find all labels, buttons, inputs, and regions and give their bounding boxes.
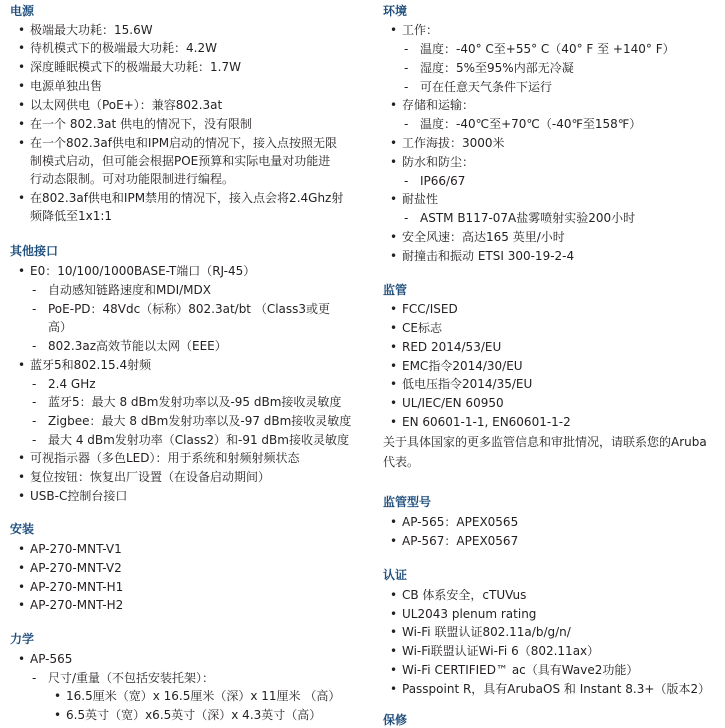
spec-subitem: - 最大 4 dBm发射功率（Class2）和-91 dBm接收灵敏度	[48, 431, 349, 449]
spec-item: • 在一个802.3af供电和IPM启动的情况下，接入点按照无限	[30, 134, 337, 152]
spec-item: • RED 2014/53/EU	[402, 338, 501, 356]
spec-item: • E0：10/100/1000BASE-T端口（RJ-45）	[30, 262, 255, 280]
spec-item: • 以太网供电（PoE+）：兼容802.3at	[30, 96, 222, 114]
spec-item: • 复位按钮：恢复出厂设置（在设备启动期间）	[30, 468, 270, 486]
spec-item-continued: 频降低至1x1:1	[30, 209, 113, 223]
spec-item: • 工作：	[402, 21, 438, 39]
spec-subitem: - 尺寸/重量（不包括安装托架）：	[48, 669, 214, 687]
spec-item: • CE标志	[402, 319, 442, 337]
section-title-certifications: 认证	[383, 568, 408, 582]
spec-item: • EN 60601-1-1, EN60601-1-2	[402, 413, 571, 431]
spec-subitem: - ASTM B117-07A盐雾喷射实验200小时	[420, 209, 635, 227]
section-title-environment: 环境	[383, 4, 408, 18]
section-title-warranty: 保修	[383, 713, 408, 727]
spec-item: • UL/IEC/EN 60950	[402, 394, 504, 412]
spec-subitem: - 湿度：5%至95%内部无冷凝	[420, 59, 574, 77]
spec-item: • AP-270-MNT-H2	[30, 596, 123, 614]
spec-item: • 低电压指令2014/35/EU	[402, 375, 532, 393]
spec-subitem: - Zigbee：最大 8 dBm发射功率以及-97 dBm接收灵敏度	[48, 412, 351, 430]
spec-item: • 在一个 802.3at 供电的情况下，没有限制	[30, 115, 252, 133]
spec-subitem: - 2.4 GHz	[48, 375, 96, 393]
spec-item: • UL2043 plenum rating	[402, 605, 536, 623]
spec-item: • AP-567：APEX0567	[402, 532, 518, 550]
section-title-interfaces: 其他接口	[10, 244, 59, 258]
spec-item: • AP-270-MNT-V2	[30, 559, 122, 577]
spec-item: • 在802.3af供电和IPM禁用的情况下，接入点会将2.4Ghz射	[30, 189, 343, 207]
spec-item: • Wi-Fi CERTIFIED™ ac（具有Wave2功能）	[402, 661, 638, 679]
spec-item: • AP-270-MNT-V1	[30, 540, 122, 558]
spec-item: • Wi-Fi 联盟认证802.11a/b/g/n/	[402, 623, 571, 641]
spec-item: • FCC/ISED	[402, 300, 458, 318]
spec-item-continued: 行动态限制。可对功能限制进行编程。	[30, 172, 235, 186]
spec-item: • 极端最大功耗：15.6W	[30, 21, 153, 39]
spec-subitem: - 蓝牙5：最大 8 dBm发射功率以及-95 dBm接收灵敏度	[48, 393, 341, 411]
spec-item: • 工作海拔：3000米	[402, 134, 505, 152]
spec-item: • AP-565	[30, 650, 72, 668]
spec-item: • CB 体系安全，cTUVus	[402, 586, 526, 604]
spec-item: • 耐撞击和振动 ETSI 300-19-2-4	[402, 247, 574, 265]
spec-item: • 电源单独出售	[30, 77, 102, 95]
spec-subitem: - 可在任意天气条件下运行	[420, 78, 552, 96]
spec-subitem: - 温度：-40℃至+70℃（-40℉至158℉）	[420, 115, 641, 133]
spec-item: • 耐盐性	[402, 190, 438, 208]
spec-item: • EMC指令2014/30/EU	[402, 357, 523, 375]
regulatory-note: 关于具体国家的更多监管信息和审批情况，请联系您的Aruba	[383, 435, 707, 449]
spec-item: • 存储和运输：	[402, 96, 474, 114]
spec-item: • USB-C控制台接口	[30, 487, 127, 505]
spec-subitem: - 温度：-40° C至+55° C（40° F 至 +140° F）	[420, 40, 675, 58]
spec-subitem: - PoE-PD：48Vdc（标称）802.3at/bt （Class3或更	[48, 300, 330, 318]
section-title-regulatory: 监管	[383, 283, 408, 297]
spec-item: • 防水和防尘：	[402, 153, 474, 171]
section-title-power: 电源	[10, 4, 35, 18]
spec-item: • 蓝牙5和802.15.4射频	[30, 356, 151, 374]
spec-item: • Passpoint R，具有ArubaOS 和 Instant 8.3+（版本2）	[402, 680, 710, 698]
spec-item: • AP-270-MNT-H1	[30, 578, 123, 596]
spec-item-continued: 制模式启动，但可能会根据POE预算和实际电量对功能进	[30, 154, 331, 168]
section-title-mechanical: 力学	[10, 632, 35, 646]
section-title-models: 监管型号	[383, 495, 432, 509]
spec-subitem: - 802.3az高效节能以太网（EEE）	[48, 337, 227, 355]
spec-item: • 深度睡眠模式下的极端最大功耗：1.7W	[30, 58, 241, 76]
section-title-mounting: 安装	[10, 522, 35, 536]
spec-item: • AP-565：APEX0565	[402, 513, 518, 531]
spec-subitem-continued: 高）	[48, 320, 73, 334]
spec-item: • 安全风速：高达165 英里/小时	[402, 228, 565, 246]
spec-item: • 可视指示器（多色LED）：用于系统和射频射频状态	[30, 449, 300, 467]
regulatory-note-continued: 代表。	[383, 455, 420, 469]
spec-item: • Wi-Fi联盟认证Wi-Fi 6（802.11ax）	[402, 642, 599, 660]
spec-item: • 待机模式下的极端最大功耗：4.2W	[30, 39, 217, 57]
spec-subsubitem: • 16.5厘米（宽）x 16.5厘米（深）x 11厘米 （高）	[66, 687, 340, 705]
spec-subitem: - IP66/67	[420, 172, 465, 190]
spec-subsubitem: • 6.5英寸（宽）x6.5英寸（深）x 4.3英寸（高）	[66, 706, 321, 724]
spec-subitem: - 自动感知链路速度和MDI/MDX	[48, 281, 211, 299]
